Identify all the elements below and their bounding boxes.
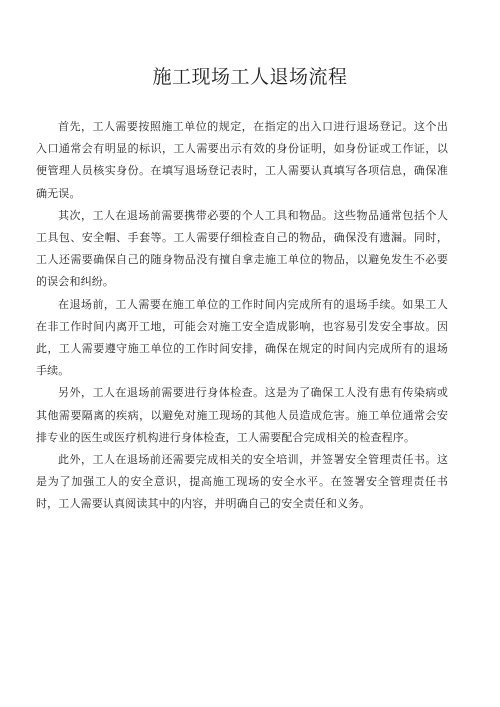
paragraph-3: 在退场前，工人需要在施工单位的工作时间内完成所有的退场手续。如果工人在非工作时间内离开工地，可能会对施工安全造成影响，也容易引发安全事故。因此，工人需要遵守施工单位的工作时间安排，确保在规定的时间内完成所有的退场手续。 — [36, 297, 448, 378]
document-body — [36, 116, 448, 516]
paragraph-4: 另外，工人在退场前需要进行身体检查。这是为了确保工人没有患有传染病或其他需要隔离的疾病，以避免对施工现场的其他人员造成危害。施工单位通常会安排专业的医生或医疗机构进行身体检查，工人需要配合完成相关的检查程序。 — [36, 386, 448, 444]
paragraph-1: 首先，工人需要按照施工单位的规定，在指定的出入口进行退场登记。这个出入口通常会有明显的标识，工人需要出示有效的身份证明，如身份证或工作证，以便管理人员核实身份。在填写退场登记表时，工人需要认真填写各项信息，确保准确无误。 — [36, 120, 448, 200]
paragraph-5: 此外，工人在退场前还需要完成相关的安全培训，并签署安全管理责任书。这是为了加强工人的安全意识，提高施工现场的安全水平。在签署安全管理责任书时，工人需要认真阅读其中的内容，并明确自己的安全责任和义务。 — [36, 453, 448, 511]
document-title: 施工现场工人退场流程 — [152, 66, 348, 88]
paragraph-2: 其次，工人在退场前需要携带必要的个人工具和物品。这些物品通常包括个人工具包、安全帽、手套等。工人需要仔细检查自己的物品，确保没有遗漏。同时，工人还需要确保自己的随身物品没有擅自拿走施工单位的物品，以避免发生不必要的误会和纠纷。 — [36, 208, 448, 289]
